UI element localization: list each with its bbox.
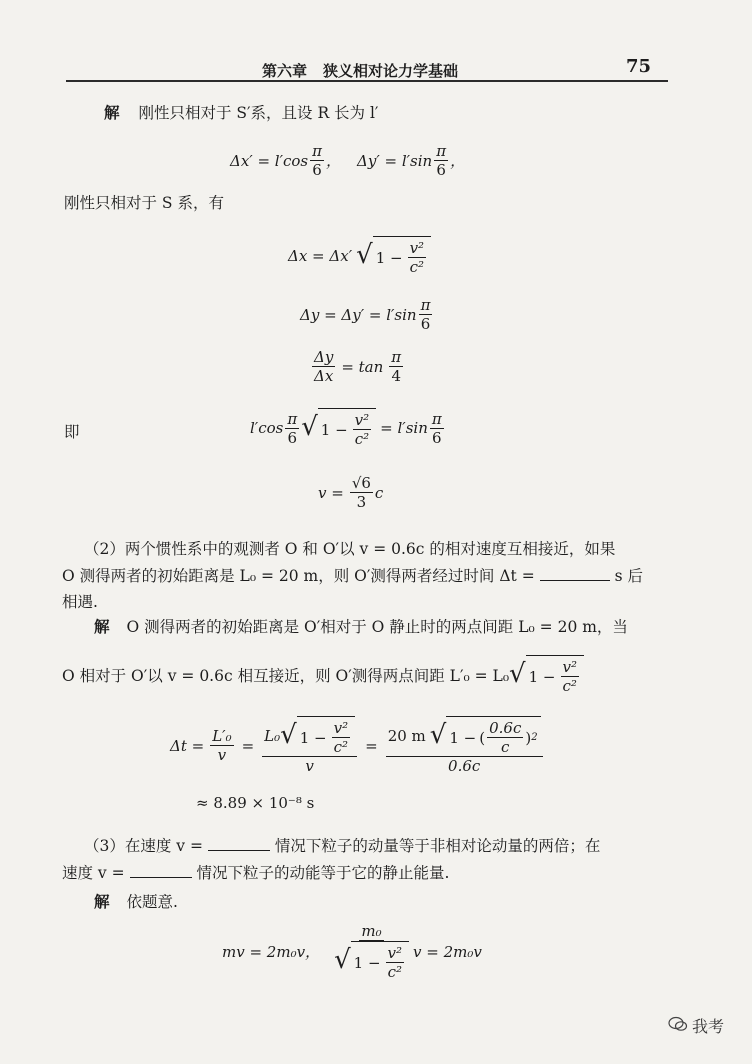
equation-length-contraction-x: Δx = Δx′ √ 1 − $\frac{\text{v²}}{\text{c²}}$ — [288, 236, 431, 276]
solution-1-line-2: 刚性只相对于 S 系，有 — [64, 194, 224, 212]
solution-1-intro — [104, 101, 378, 123]
fraction-numeric: 20 m √ 1 − ( $\frac{0.6c}{c}$ ) 2 0.6c — [386, 716, 543, 775]
solution-3-line: 解 依题意. — [94, 892, 178, 911]
solution-label: 解 — [94, 617, 110, 636]
equation-tan: $\frac{\Delta y}{\Delta x}$ = tan $\frac{\pi}{4}$ — [314, 348, 402, 385]
equation-dy: Δy = Δy′ = l′sin $\frac{\pi}{6}$ — [300, 296, 431, 333]
answer-blank — [208, 850, 270, 851]
fraction-pi-4: $\frac{\pi}{4}$ — [391, 348, 402, 385]
ji-label: 即 — [64, 423, 80, 441]
fraction-pi-6: $\frac{\pi}{6}$ — [287, 409, 298, 447]
equation-v-result: v = $\frac{√6}{3}$ c — [318, 474, 384, 511]
fraction-pi-6: $\frac{\pi}{6}$ — [431, 409, 442, 447]
eq-dy-prime: Δy′ = l′sin — [357, 151, 433, 170]
solution-2-line-2: O 相对于 O′以 v = 0.6c 相互接近，则 O′测得两点间距 L′₀ = L₀ √ 1 − $\frac{\text{v²}}{\text{c²}}$ — [62, 655, 584, 695]
fraction-relativistic-mass: m₀ √ 1 − $\frac{\text{v²}}{\text{c²}}$ — [332, 922, 411, 981]
answer-blank — [540, 580, 610, 581]
sqrt-lorentz: √ 1 − $\frac{\text{v²}}{\text{c²}}$ — [301, 408, 376, 448]
solution-2-line-1: 解 O 测得两者的初始距离是 O′相对于 O 静止时的两点间距 L₀ = 20 m，当 — [94, 617, 628, 636]
question-3-line-2: 速度 v = 情况下粒子的动能等于它的静止能量. — [62, 864, 450, 882]
answer-blank — [130, 877, 192, 878]
question-2-line-3: 相遇. — [62, 593, 98, 611]
solution-label: 解 — [94, 892, 110, 911]
solution-1-line: 刚性只相对于 S′系，且设 R 长为 l′ — [138, 104, 379, 122]
fraction-pi-6: $\frac{\pi}{6}$ — [312, 142, 322, 179]
equation-dx-dy-prime: Δx′ = l′cos $\frac{\pi}{6}$ ， Δy′ = l′sin $\frac{\pi}{6}$ ， — [230, 142, 466, 179]
chapter-title: 狭义相对论力学基础 — [323, 62, 459, 80]
fraction-contracted-length-v: L₀ √ 1 − $\frac{\text{v²}}{\text{c²}}$ v — [262, 716, 357, 775]
wechat-logo-icon — [668, 1016, 688, 1032]
watermark-text: 我考 — [692, 1017, 725, 1036]
question-3-line-1: （3）在速度 v = 情况下粒子的动量等于非相对论动量的两倍；在 — [84, 837, 601, 855]
delta-t-result: ≈ 8.89 × 10⁻⁸ s — [196, 794, 315, 812]
eq-dx-prime: Δx′ = l′cos — [230, 151, 309, 170]
fraction-pi-6: $\frac{\pi}{6}$ — [436, 142, 447, 179]
page-number: 75 — [626, 56, 652, 77]
fraction-dy-dx: $\frac{\Delta y}{\Delta x}$ — [314, 348, 334, 385]
question-2-line-1: （2）两个惯性系中的观测者 O 和 O′以 v = 0.6c 的相对速度互相接近，如果 — [84, 540, 616, 558]
sqrt-lorentz: √ 1 − $\frac{\text{v²}}{\text{c²}}$ — [356, 236, 431, 276]
sqrt-lorentz: √ 1 − $\frac{\text{v²}}{\text{c²}}$ — [509, 655, 584, 695]
question-2-line-2: O 测得两者的初始距离是 L₀ = 20 m，则 O′测得两者经过时间 Δt = s 后 — [62, 567, 643, 585]
chapter-label: 第六章 — [262, 62, 308, 80]
header-rule — [66, 80, 668, 82]
fraction-sqrt6-3: $\frac{√6}{3}$ — [351, 474, 371, 511]
fraction-l0-v: $\frac{\text{L′₀}}{v}$ — [212, 727, 232, 764]
equation-combined: l′cos $\frac{\pi}{6}$ √ 1 − $\frac{\text{v²}}{\text{c²}}$ = l′sin $\frac{\pi}{6}$ — [250, 409, 442, 448]
equation-delta-t: Δt = $\frac{\text{L′₀}}{v}$ = L₀ √ 1 − $\frac{\text{v²}}{\text{c²}}$ v = 20 m √ 1 − ( $\frac{0.6c}{c}$ ) 2 0.6c — [170, 716, 545, 775]
fraction-pi-6: $\frac{\pi}{6}$ — [420, 296, 431, 333]
solution-label: 解 — [104, 103, 120, 122]
equation-momentum: mv = 2m₀v， m₀ √ 1 − $\frac{\text{v²}}{\text{c²}}$ v = 2m₀v — [222, 922, 482, 981]
